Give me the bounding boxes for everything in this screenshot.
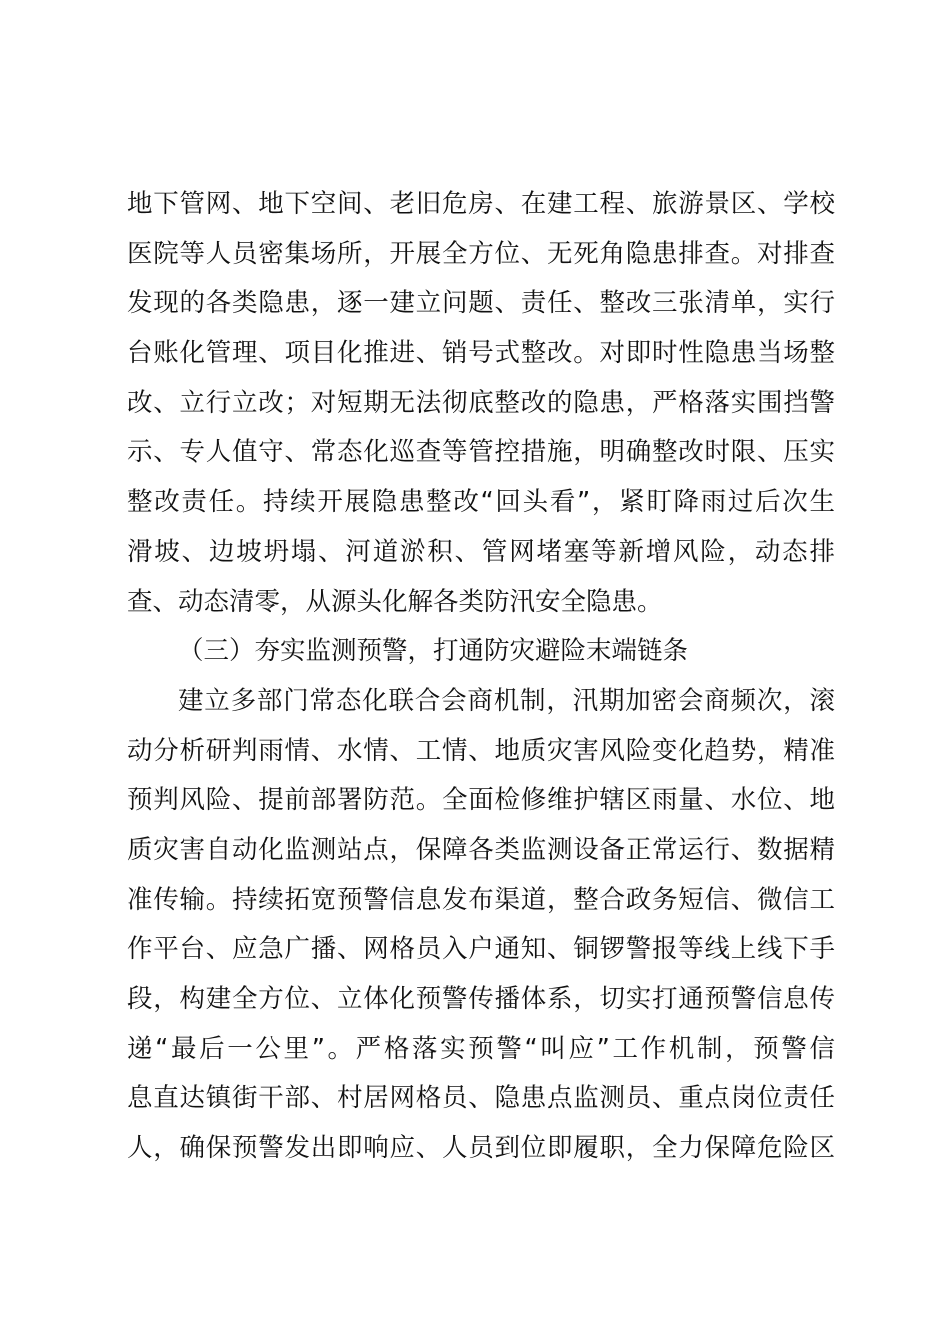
- paragraph-line: 整改责任。持续开展隐患整改“回头看”，紧盯降雨过后次生: [127, 487, 835, 518]
- paragraph-hazard-investigation: [127, 180, 835, 627]
- paragraph-line: 滑坡、边坡坍塌、河道淤积、管网堵塞等新增风险，动态排: [127, 536, 835, 567]
- paragraph-line: 查、动态清零，从源头化解各类防汛安全隐患。: [127, 586, 663, 617]
- paragraph-line: 人，确保预警发出即响应、人员到位即履职，全力保障危险区: [127, 1133, 835, 1164]
- paragraph-line: 台账化管理、项目化推进、销号式整改。对即时性隐患当场整: [127, 338, 835, 369]
- paragraph-line: 发现的各类隐患，逐一建立问题、责任、整改三张清单，实行: [127, 288, 835, 319]
- paragraph-line: 医院等人员密集场所，开展全方位、无死角隐患排查。对排查: [127, 238, 835, 269]
- paragraph-line: 地下管网、地下空间、老旧危房、在建工程、旅游景区、学校: [127, 189, 835, 219]
- paragraph-line: 息直达镇街干部、村居网格员、隐患点监测员、重点岗位责任: [127, 1083, 835, 1114]
- paragraph-line: 质灾害自动化监测站点，保障各类监测设备正常运行、数据精: [127, 834, 835, 865]
- paragraph-line: 动分析研判雨情、水情、工情、地质灾害风险变化趋势，精准: [127, 735, 835, 766]
- paragraph-line: 段，构建全方位、立体化预警传播体系，切实打通预警信息传: [127, 984, 835, 1014]
- paragraph-line: 递“最后一公里”。严格落实预警“叫应”工作机制，预警信: [127, 1033, 835, 1064]
- paragraph-line: 准传输。持续拓宽预警信息发布渠道，整合政务短信、微信工: [127, 884, 835, 915]
- paragraph-monitoring-warning: [127, 677, 835, 1174]
- paragraph-line: 作平台、应急广播、网格员入户通知、铜锣警报等线上线下手: [127, 934, 835, 965]
- paragraph-line: 改、立行立改；对短期无法彻底整改的隐患，严格落实围挡警: [127, 387, 835, 418]
- paragraph-line: 建立多部门常态化联合会商机制，汛期加密会商频次，滚: [178, 685, 835, 716]
- document-body: [127, 180, 835, 1174]
- section-heading: （三）夯实监测预警，打通防灾避险末端链条: [178, 636, 689, 667]
- paragraph-line: 预判风险、提前部署防范。全面检修维护辖区雨量、水位、地: [127, 785, 835, 816]
- paragraph-line: 示、专人值守、常态化巡查等管控措施，明确整改时限、压实: [127, 437, 835, 468]
